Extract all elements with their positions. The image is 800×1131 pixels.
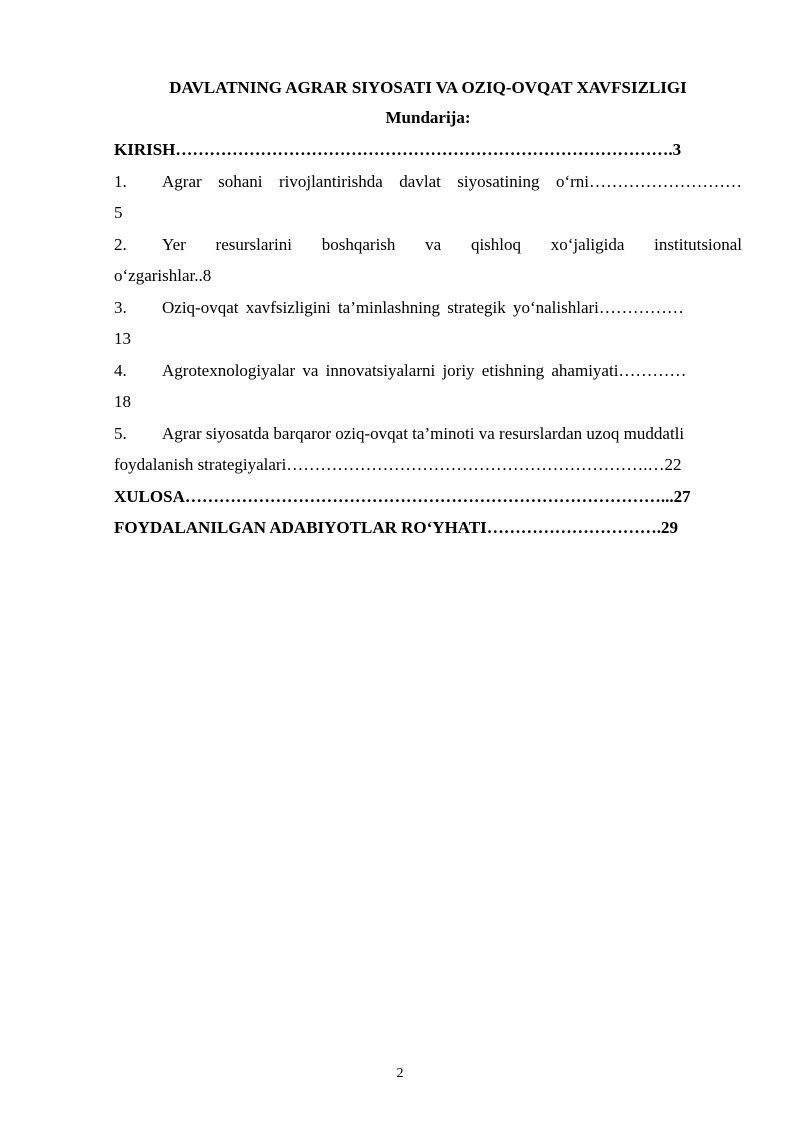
toc-item-continuation: o‘zgarishlar..8 — [114, 266, 212, 285]
toc-item-1 — [114, 166, 742, 229]
toc-item-2 — [114, 229, 742, 292]
toc-item-line — [114, 418, 742, 450]
toc-entry-references: FOYDALANILGAN ADABIYOTLAR RO‘YHATI………………………….29 — [114, 518, 679, 537]
toc-item-text: Agrotexnologiyalar va innovatsiyalarni joriy etishning ahamiyati………… — [162, 360, 687, 380]
toc-item-text: Yer resurslarini boshqarish va qishloq xo‘jaligida institutsional — [162, 234, 742, 254]
page-number: 2 — [396, 1066, 404, 1081]
toc-heading: Mundarija: — [385, 108, 471, 127]
toc-item-number: 2. — [114, 234, 127, 254]
toc-item-4 — [114, 355, 742, 418]
toc-item-3 — [114, 292, 742, 355]
toc-item-line — [114, 292, 742, 324]
toc-item-number: 3. — [114, 297, 127, 317]
toc-item-number: 5. — [114, 423, 127, 443]
toc-item-text: Agrar siyosatda barqaror oziq-ovqat ta’minoti va resurslardan uzoq muddatli — [162, 423, 685, 443]
toc-entry-intro: KIRISH…………………………………………………………………………….3 — [114, 140, 682, 159]
toc-item-line — [114, 355, 742, 387]
document-title: DAVLATNING AGRAR SIYOSATI VA OZIQ-OVQAT XAVFSIZLIGI — [169, 78, 687, 97]
toc-item-number: 4. — [114, 360, 127, 380]
toc-item-continuation: 13 — [114, 329, 131, 348]
toc-item-continuation: 5 — [114, 203, 123, 222]
toc-item-line — [114, 166, 742, 198]
toc-item-line — [114, 229, 742, 261]
toc-item-number: 1. — [114, 171, 127, 191]
toc-item-text: Oziq-ovqat xavfsizligini ta’minlashning strategik yo‘nalishlari…………… — [162, 297, 684, 317]
document-page — [114, 74, 742, 544]
toc-item-continuation: foydalanish strategiyalari……………………………………………………….…22 — [114, 455, 682, 474]
toc-item-continuation: 18 — [114, 392, 131, 411]
toc-item-5 — [114, 418, 742, 481]
toc-item-text: Agrar sohani rivojlantirishda davlat siyosatining o‘rni……………………… — [162, 171, 742, 191]
toc-entry-conclusion: XULOSA…………………………………………………………………………...27 — [114, 486, 691, 506]
